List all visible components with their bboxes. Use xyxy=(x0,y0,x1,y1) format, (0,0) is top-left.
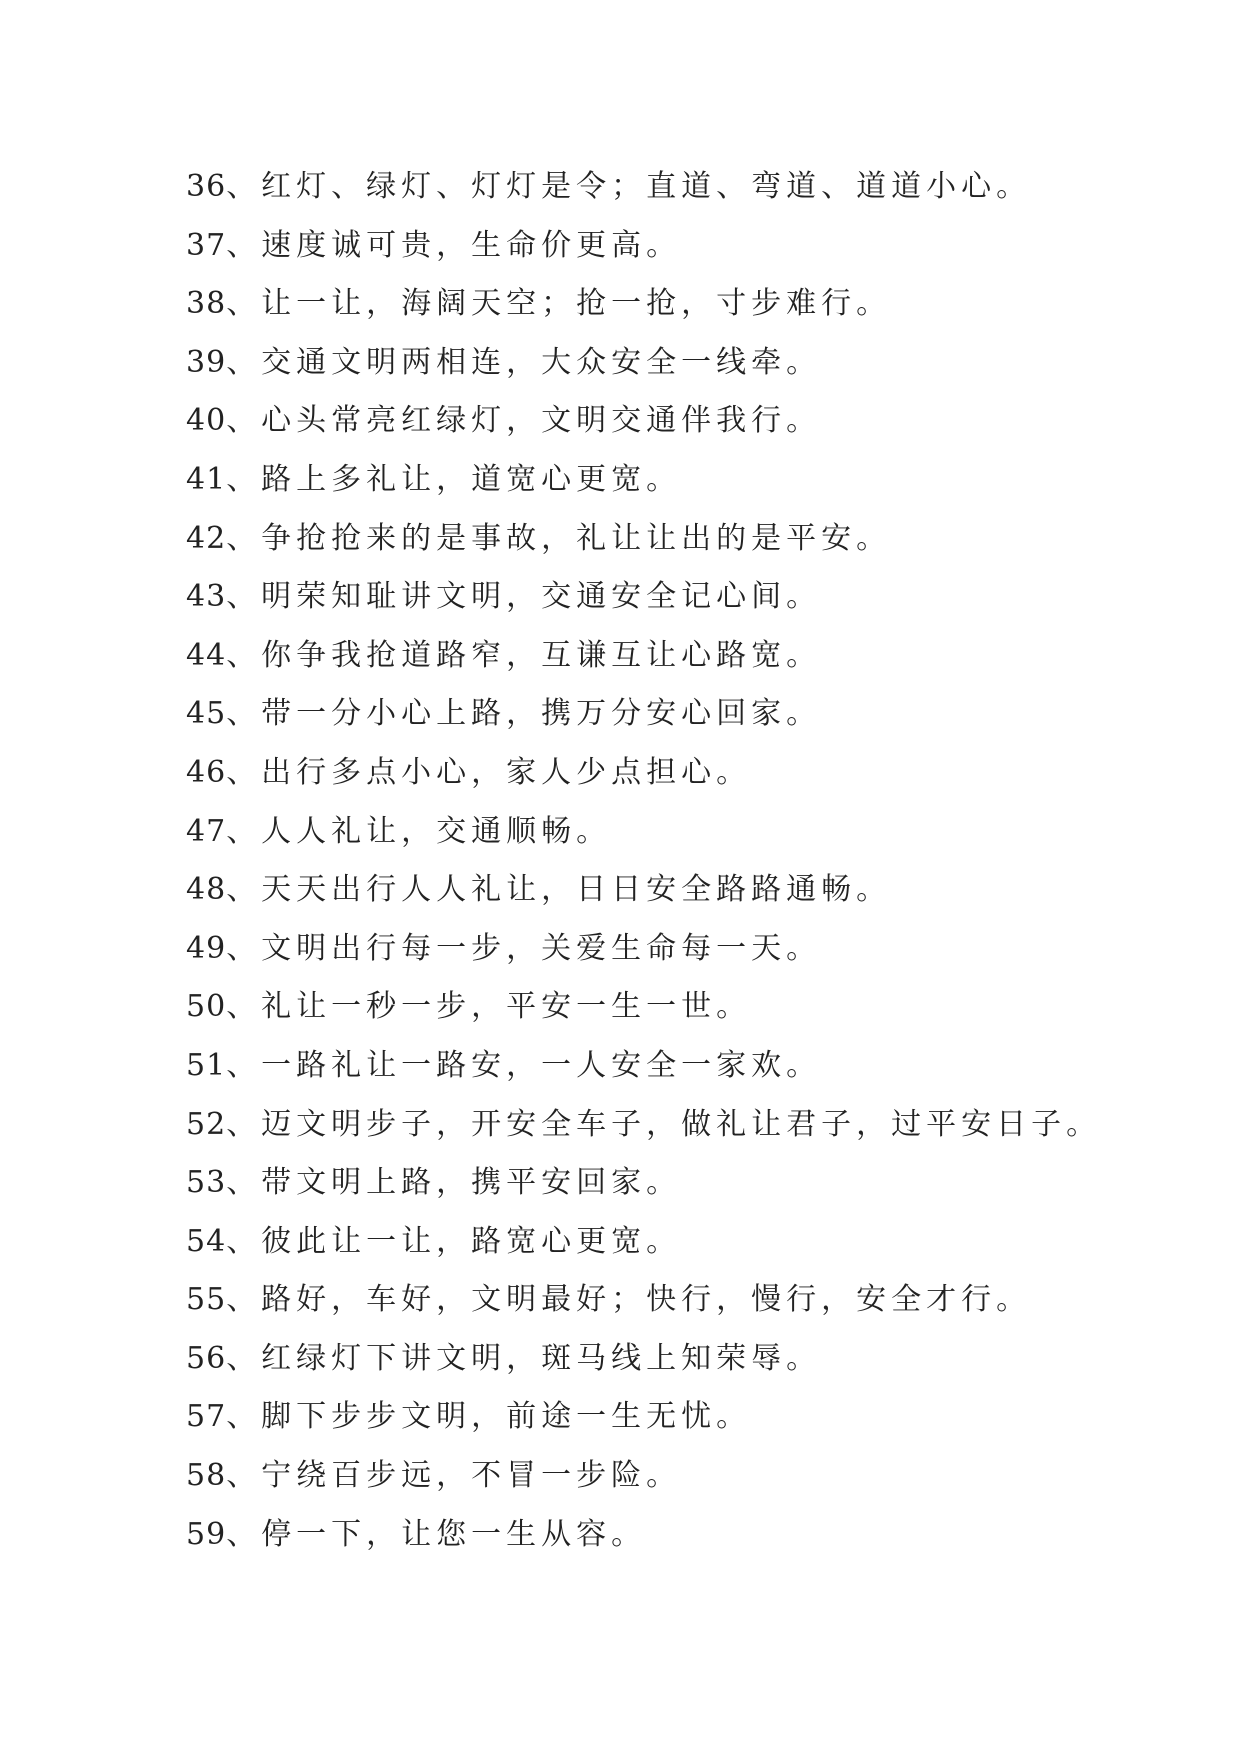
item-text: 、让一让，海阔天空；抢一抢，寸步难行。 xyxy=(226,286,892,322)
list-item xyxy=(186,217,1186,276)
item-number: 50 xyxy=(186,989,227,1025)
item-text: 、心头常亮红绿灯，文明交通伴我行。 xyxy=(226,403,822,439)
item-number: 39 xyxy=(186,344,227,380)
list-item xyxy=(186,978,1186,1037)
item-text: 、宁绕百步远，不冒一步险。 xyxy=(226,1458,682,1494)
list-item xyxy=(186,803,1186,862)
list-item xyxy=(186,568,1186,627)
item-number: 40 xyxy=(186,403,227,439)
item-number: 58 xyxy=(186,1458,227,1494)
item-text: 、路好，车好，文明最好；快行，慢行，安全才行。 xyxy=(226,1282,1032,1318)
item-number: 43 xyxy=(186,579,227,615)
item-text: 、速度诚可贵，生命价更高。 xyxy=(226,227,682,263)
list-item xyxy=(186,510,1186,569)
item-text: 、出行多点小心，家人少点担心。 xyxy=(226,754,752,790)
item-number: 49 xyxy=(186,930,227,966)
item-number: 56 xyxy=(186,1340,227,1376)
item-number: 53 xyxy=(186,1165,227,1201)
list-item xyxy=(186,158,1186,217)
item-text: 、脚下步步文明，前途一生无忧。 xyxy=(226,1399,752,1435)
item-number: 47 xyxy=(186,813,227,849)
item-number: 38 xyxy=(186,286,227,322)
item-text: 、带文明上路，携平安回家。 xyxy=(226,1165,682,1201)
item-text: 、红灯、绿灯、灯灯是令；直道、弯道、道道小心。 xyxy=(226,169,1032,204)
item-number: 48 xyxy=(186,872,227,908)
item-number: 52 xyxy=(186,1106,227,1142)
list-item xyxy=(186,1096,1186,1155)
item-text: 、红绿灯下讲文明，斑马线上知荣辱。 xyxy=(226,1340,822,1376)
item-number: 45 xyxy=(186,696,227,732)
item-number: 57 xyxy=(186,1399,227,1435)
item-number: 42 xyxy=(186,520,227,556)
item-text: 、路上多礼让，道宽心更宽。 xyxy=(226,461,682,497)
item-text: 、带一分小心上路，携万分安心回家。 xyxy=(226,696,822,732)
list-item xyxy=(186,1506,1186,1565)
item-text: 、一路礼让一路安，一人安全一家欢。 xyxy=(226,1047,822,1083)
item-text: 、明荣知耻讲文明，交通安全记心间。 xyxy=(226,579,822,615)
list-item xyxy=(186,275,1186,334)
list-item xyxy=(186,1330,1186,1389)
slogan-list xyxy=(186,158,1186,1564)
list-item xyxy=(186,744,1186,803)
item-text: 、迈文明步子，开安全车子，做礼让君子，过平安日子。 xyxy=(226,1106,1102,1142)
list-item xyxy=(186,451,1186,510)
list-item xyxy=(186,1447,1186,1506)
list-item xyxy=(186,920,1186,979)
item-text: 、停一下，让您一生从容。 xyxy=(226,1516,647,1552)
item-text: 、你争我抢道路窄，互谦互让心路宽。 xyxy=(226,637,822,673)
item-number: 46 xyxy=(186,754,227,790)
list-item xyxy=(186,1271,1186,1330)
item-text: 、争抢抢来的是事故，礼让让出的是平安。 xyxy=(226,520,892,556)
item-number: 36 xyxy=(186,169,227,204)
item-number: 59 xyxy=(186,1516,227,1552)
list-item xyxy=(186,392,1186,451)
item-number: 51 xyxy=(186,1047,227,1083)
item-number: 37 xyxy=(186,227,227,263)
list-item xyxy=(186,1037,1186,1096)
item-number: 55 xyxy=(186,1282,227,1318)
item-text: 、彼此让一让，路宽心更宽。 xyxy=(226,1223,682,1259)
item-number: 44 xyxy=(186,637,227,673)
item-number: 54 xyxy=(186,1223,227,1259)
item-number: 41 xyxy=(186,461,227,497)
list-item xyxy=(186,334,1186,393)
item-text: 、礼让一秒一步，平安一生一世。 xyxy=(226,989,752,1025)
list-item xyxy=(186,627,1186,686)
list-item xyxy=(186,861,1186,920)
list-item xyxy=(186,685,1186,744)
item-text: 、交通文明两相连，大众安全一线牵。 xyxy=(226,344,822,380)
item-text: 、人人礼让，交通顺畅。 xyxy=(226,813,612,849)
item-text: 、天天出行人人礼让，日日安全路路通畅。 xyxy=(226,872,892,908)
list-item xyxy=(186,1213,1186,1272)
list-item xyxy=(186,1388,1186,1447)
list-item xyxy=(186,1154,1186,1213)
item-text: 、文明出行每一步，关爱生命每一天。 xyxy=(226,930,822,966)
